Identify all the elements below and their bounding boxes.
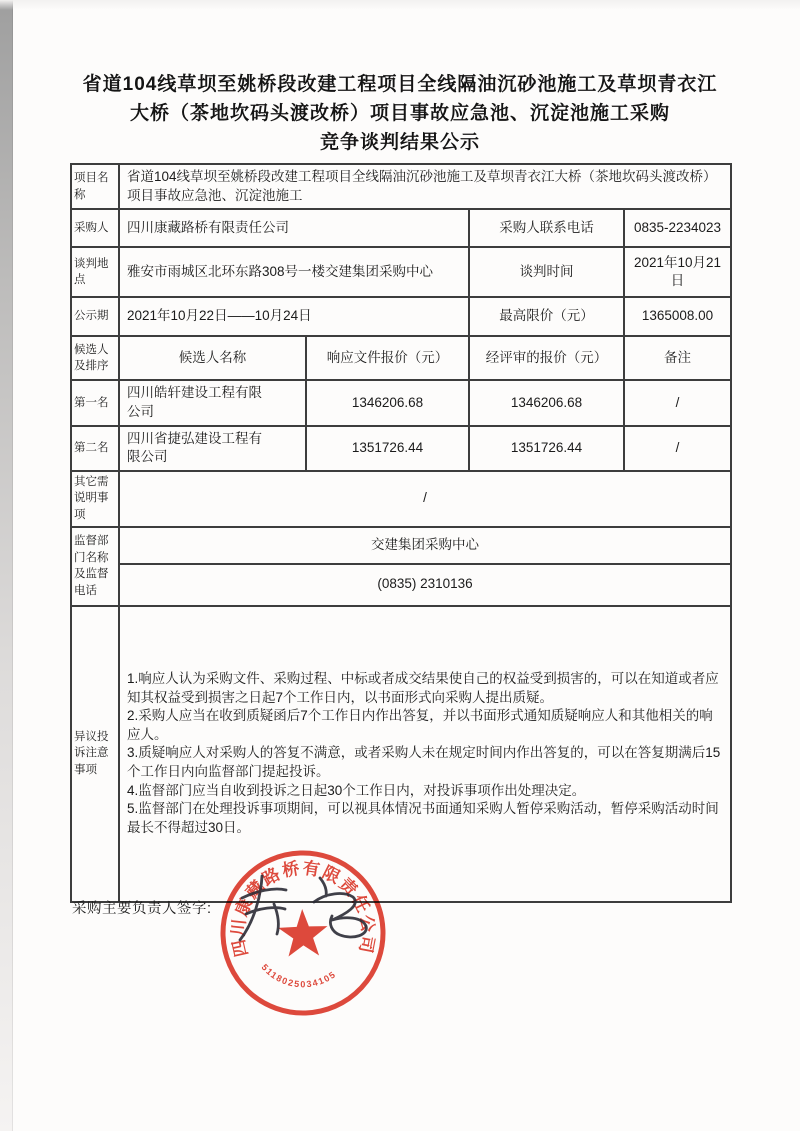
objection-item-1: 1.响应人认为采购文件、采购过程、中标或者成交结果使自己的权益受到损害的，可以在知道或者应知其权益受到损害之日起7个工作日内，以书面形式向采购人提出质疑。 bbox=[127, 670, 719, 705]
title-line-1: 省道104线草坝至姚桥段改建工程项目全线隔油沉砂池施工及草坝青衣江 bbox=[82, 74, 718, 95]
purchaser-phone-value: 0835-2234023 bbox=[624, 209, 731, 247]
time-label: 谈判时间 bbox=[469, 247, 624, 297]
row-supervisor-phone bbox=[71, 564, 731, 606]
objection-item-2: 2.采购人应当在收到质疑函后7个工作日内作出答复，并以书面形式通知质疑响应人和其他相关的响应人。 bbox=[127, 708, 713, 742]
supervisor-label: 监督部门名称及监督电话 bbox=[71, 527, 119, 606]
row-project-name bbox=[71, 164, 731, 209]
handwritten-signature-graphic bbox=[222, 864, 397, 964]
candidate1-rank: 第一名 bbox=[71, 380, 119, 425]
purchaser-label: 采购人 bbox=[71, 209, 119, 247]
row-objection-notice bbox=[71, 606, 731, 902]
candidate2-rank: 第二名 bbox=[71, 426, 119, 471]
header-bid: 响应文件报价（元） bbox=[306, 336, 469, 380]
header-evaluated: 经评审的报价（元） bbox=[469, 336, 624, 380]
objection-item-4: 4.监督部门应当自收到投诉之日起30个工作日内，对投诉事项作出处理决定。 bbox=[127, 782, 586, 798]
header-name: 候选人名称 bbox=[119, 336, 306, 380]
row-other-notes bbox=[71, 471, 731, 527]
candidate2-bid: 1351726.44 bbox=[306, 426, 469, 471]
signature-strokes bbox=[240, 876, 366, 940]
project-name-value: 省道104线草坝至姚桥段改建工程项目全线隔油沉砂池施工及草坝青衣江大桥（茶地坎码头渡改桥）项目事故应急池、沉淀池施工 bbox=[119, 164, 731, 209]
project-name-label: 项目名称 bbox=[71, 164, 119, 209]
title-line-3: 竞争谈判结果公示 bbox=[319, 132, 480, 153]
objection-label: 异议投诉注意事项 bbox=[71, 606, 119, 902]
time-value: 2021年10月21日 bbox=[624, 247, 731, 297]
seal-company-text: 四川康藏路桥有限责任公司 bbox=[228, 858, 378, 959]
candidate2-name: 四川省捷弘建设工程有限公司 bbox=[119, 426, 306, 471]
signature-label: 采购主要负责人签字: bbox=[72, 901, 212, 917]
row-publicity-maxprice bbox=[71, 297, 731, 336]
candidate1-evaluated: 1346206.68 bbox=[469, 380, 624, 425]
title-line-2: 大桥（茶地坎码头渡改桥）项目事故应急池、沉淀池施工采购 bbox=[129, 103, 670, 124]
other-notes-label: 其它需说明事项 bbox=[71, 471, 119, 527]
row-candidates-header bbox=[71, 336, 731, 380]
handwritten-signature bbox=[222, 864, 397, 964]
objection-item-5: 5.监督部门在处理投诉事项期间，可以视具体情况书面通知采购人暂停采购活动，暂停采购活动时间最长不得超过30日。 bbox=[127, 801, 719, 835]
supervisor-name-value: 交建集团采购中心 bbox=[119, 527, 731, 564]
candidate-row-2 bbox=[71, 426, 731, 471]
publicity-label: 公示期 bbox=[71, 297, 119, 336]
venue-value: 雅安市雨城区北环东路308号一楼交建集团采购中心 bbox=[119, 247, 469, 297]
row-supervisor-name bbox=[71, 527, 731, 564]
seal-number-text: 5118025034105 bbox=[259, 962, 339, 990]
candidate2-remark: / bbox=[624, 426, 731, 471]
purchaser-phone-label: 采购人联系电话 bbox=[469, 209, 624, 247]
scan-top-shade bbox=[0, 0, 800, 10]
venue-label: 谈判地点 bbox=[71, 247, 119, 297]
header-rank: 候选人及排序 bbox=[71, 336, 119, 380]
candidate1-remark: / bbox=[624, 380, 731, 425]
result-announcement-table bbox=[70, 163, 732, 903]
candidate1-name: 四川皓轩建设工程有限公司 bbox=[119, 380, 306, 425]
row-purchaser bbox=[71, 209, 731, 247]
max-price-label: 最高限价（元） bbox=[469, 297, 624, 336]
candidate-row-1 bbox=[71, 380, 731, 425]
candidate1-bid: 1346206.68 bbox=[306, 380, 469, 425]
objection-item-3: 3.质疑响应人对采购人的答复不满意，或者采购人未在规定时间内作出答复的，可以在答复期满后15个工作日内向监督部门提起投诉。 bbox=[127, 745, 721, 780]
max-price-value: 1365008.00 bbox=[624, 297, 731, 336]
purchaser-value: 四川康藏路桥有限责任公司 bbox=[119, 209, 469, 247]
row-venue-time bbox=[71, 247, 731, 297]
supervisor-phone-value: (0835) 2310136 bbox=[119, 564, 731, 606]
candidate2-evaluated: 1351726.44 bbox=[469, 426, 624, 471]
document-title bbox=[40, 70, 760, 157]
publicity-value: 2021年10月22日——10月24日 bbox=[119, 297, 469, 336]
other-notes-value: / bbox=[119, 471, 731, 527]
scan-left-edge bbox=[0, 0, 13, 1131]
header-remark: 备注 bbox=[624, 336, 731, 380]
